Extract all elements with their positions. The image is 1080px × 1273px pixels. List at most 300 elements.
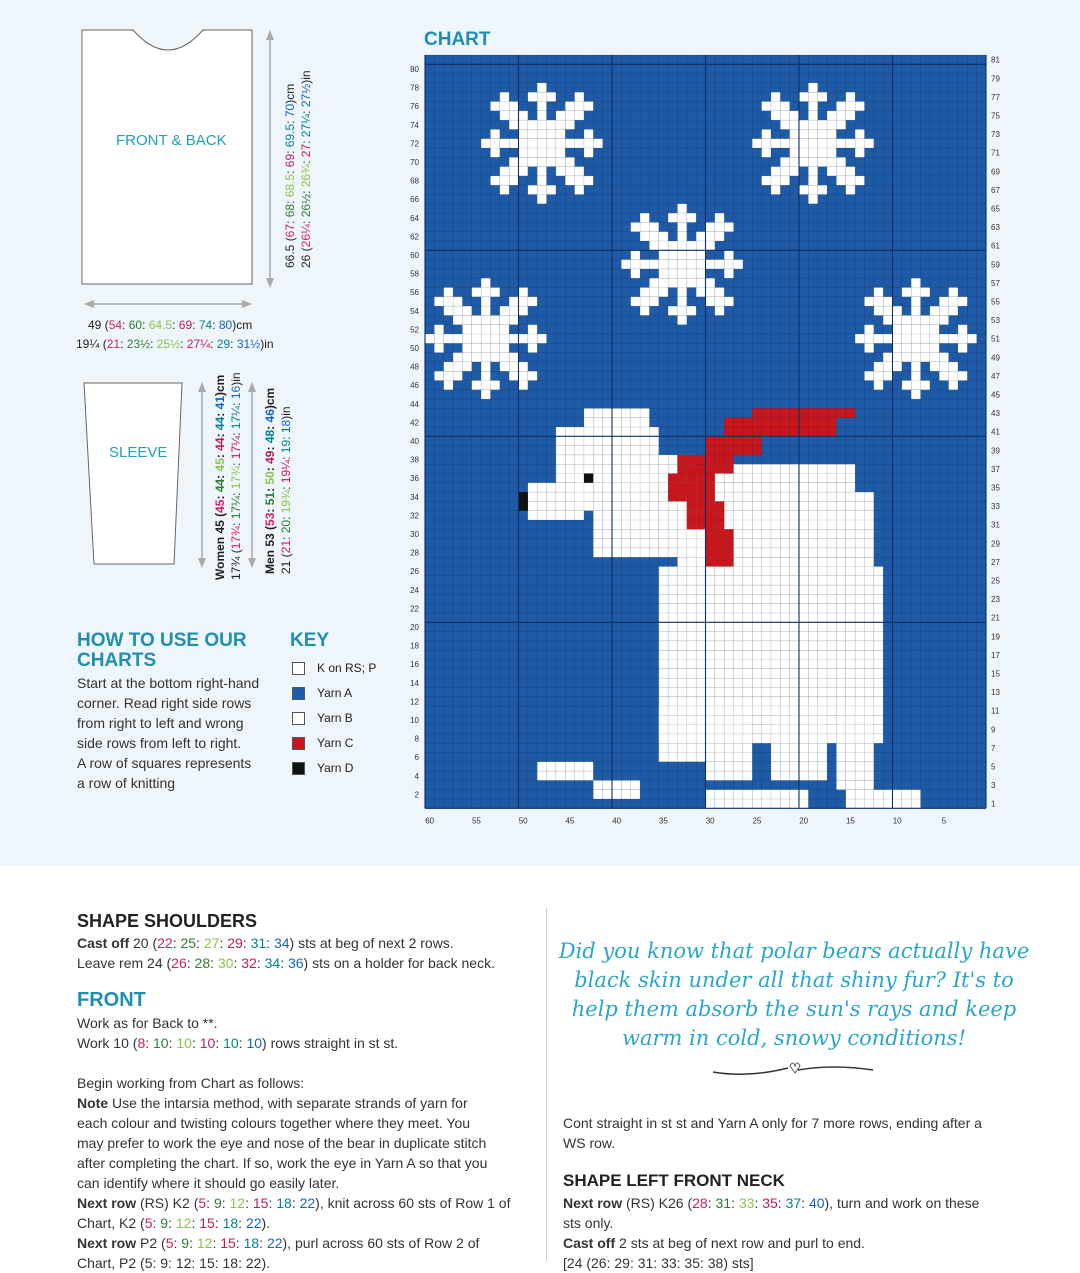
bear-body-stitch	[799, 501, 808, 510]
snowflake-stitch	[509, 167, 518, 176]
bear-ear-stitch	[593, 418, 602, 427]
bear-head-stitch	[640, 501, 649, 510]
bear-body-stitch	[799, 576, 808, 585]
chart-tick-label: 38	[410, 455, 419, 465]
ground-snow-stitch	[855, 799, 864, 808]
bear-body-stitch	[808, 474, 817, 483]
snowflake-stitch	[490, 139, 499, 148]
snowflake-stitch	[584, 139, 593, 148]
bear-head-stitch	[640, 483, 649, 492]
snowflake-stitch	[537, 195, 546, 204]
snowflake-stitch	[836, 139, 845, 148]
bear-body-stitch	[743, 483, 752, 492]
chart-tick-label: 24	[410, 585, 419, 595]
bear-leg-stitch	[780, 734, 789, 743]
snowflake-stitch	[818, 129, 827, 138]
bear-body-stitch	[780, 576, 789, 585]
snowflake-stitch	[444, 362, 453, 371]
bear-body-stitch	[762, 632, 771, 641]
snowflake-stitch	[528, 120, 537, 129]
bear-head-stitch	[565, 455, 574, 464]
bear-body-stitch	[771, 604, 780, 613]
bear-snout-stitch	[537, 492, 546, 501]
ground-snow-stitch	[612, 790, 621, 799]
chart-tick-label: 16	[410, 660, 419, 670]
bear-body-stitch	[827, 594, 836, 603]
snowflake-stitch	[500, 306, 509, 315]
bear-body-stitch	[696, 622, 705, 631]
bear-leg-stitch	[808, 753, 817, 762]
snowflake-stitch	[930, 306, 939, 315]
ground-snow-stitch	[734, 799, 743, 808]
snowflake-stitch	[519, 306, 528, 315]
bear-body-stitch	[855, 604, 864, 613]
bear-leg-stitch	[799, 734, 808, 743]
bear-body-stitch	[827, 501, 836, 510]
bear-body-stitch	[649, 548, 658, 557]
snowflake-stitch	[902, 315, 911, 324]
bear-body-stitch	[855, 613, 864, 622]
bear-body-stitch	[752, 474, 761, 483]
snowflake-stitch	[462, 315, 471, 324]
snowflake-stitch	[864, 343, 873, 352]
bear-body-stitch	[762, 604, 771, 613]
bear-body-stitch	[771, 594, 780, 603]
snowflake-stitch	[846, 176, 855, 185]
bear-body-stitch	[855, 529, 864, 538]
scarf-stitch	[668, 483, 677, 492]
bear-body-stitch	[696, 594, 705, 603]
bear-snout-stitch	[528, 492, 537, 501]
bear-body-stitch	[808, 660, 817, 669]
bear-body-stitch	[827, 706, 836, 715]
chart-tick-label: 27	[991, 557, 1000, 567]
snowflake-stitch	[855, 176, 864, 185]
snowflake-stitch	[584, 148, 593, 157]
bear-leg-stitch	[855, 706, 864, 715]
bear-leg-stitch	[724, 743, 733, 752]
bear-body-stitch	[771, 660, 780, 669]
front-title: FRONT	[77, 989, 146, 1011]
bear-body-stitch	[836, 557, 845, 566]
chart-tick-label: 11	[991, 706, 1000, 716]
bear-body-stitch	[836, 585, 845, 594]
snowflake-stitch	[771, 111, 780, 120]
snowflake-stitch	[528, 92, 537, 101]
chart-tick-label: 44	[410, 399, 419, 409]
snowflake-stitch	[528, 325, 537, 334]
bear-body-stitch	[790, 687, 799, 696]
bear-leg-stitch	[790, 743, 799, 752]
bear-body-stitch	[864, 594, 873, 603]
snowflake-stitch	[453, 362, 462, 371]
chart-tick-label: 79	[991, 74, 1000, 84]
bear-body-stitch	[827, 474, 836, 483]
bear-body-stitch	[808, 557, 817, 566]
snowflake-stitch	[808, 129, 817, 138]
bear-head-stitch	[649, 464, 658, 473]
bear-body-stitch	[640, 548, 649, 557]
chart-tick-label: 45	[565, 816, 575, 826]
bear-body-stitch	[696, 650, 705, 659]
snowflake-stitch	[509, 334, 518, 343]
chart-tick-label: 5	[941, 816, 947, 826]
snowflake-stitch	[593, 139, 602, 148]
snowflake-stitch	[874, 334, 883, 343]
snowflake-stitch	[958, 343, 967, 352]
bear-body-stitch	[799, 548, 808, 557]
bear-body-stitch	[864, 669, 873, 678]
bear-leg-stitch	[677, 706, 686, 715]
snowflake-stitch	[500, 343, 509, 352]
snowflake-stitch	[930, 315, 939, 324]
chart-tick-label: 49	[991, 353, 1000, 363]
snowflake-stitch	[864, 297, 873, 306]
shape-shoulders-text: Cast off 20 (22: 25: 27: 29: 31: 34) sts at beg of next 2 rows. Leave rem 24 (26: 28: 30: 32: 34: 36) sts on a holder for back neck.	[77, 935, 495, 971]
snowflake-stitch	[677, 241, 686, 250]
scarf-stitch	[706, 548, 715, 557]
bear-body-stitch	[799, 483, 808, 492]
bear-body-stitch	[836, 622, 845, 631]
bear-head-stitch	[640, 464, 649, 473]
bear-body-stitch	[762, 492, 771, 501]
bear-leg-stitch	[808, 734, 817, 743]
bear-leg-stitch	[715, 762, 724, 771]
how-to-title: HOW TO USE OUR CHARTS	[77, 630, 247, 671]
bear-leg-stitch	[808, 771, 817, 780]
chart-tick-label: 4	[414, 771, 419, 781]
bear-body-stitch	[752, 464, 761, 473]
snowflake-stitch	[547, 148, 556, 157]
bear-body-stitch	[687, 529, 696, 538]
chart-tick-label: 77	[991, 92, 1000, 102]
chart-tick-label: 2	[414, 790, 419, 800]
bear-leg-stitch	[771, 762, 780, 771]
bear-leg-stitch	[836, 753, 845, 762]
scarf-stitch	[706, 492, 715, 501]
bear-leg-stitch	[668, 743, 677, 752]
bear-body-stitch	[696, 687, 705, 696]
bear-body-stitch	[706, 660, 715, 669]
bear-head-stitch	[621, 427, 630, 436]
chart-tick-label: 68	[410, 176, 419, 186]
scarf-stitch	[724, 464, 733, 473]
bear-body-stitch	[762, 650, 771, 659]
bear-leg-stitch	[808, 725, 817, 734]
bear-leg-stitch	[846, 743, 855, 752]
snowflake-stitch	[472, 353, 481, 362]
bear-head-stitch	[631, 446, 640, 455]
bear-leg-stitch	[677, 753, 686, 762]
bear-body-stitch	[771, 576, 780, 585]
chart-tick-label: 32	[410, 511, 419, 521]
bear-body-stitch	[752, 585, 761, 594]
bear-body-stitch	[677, 539, 686, 548]
scarf-stitch	[799, 418, 808, 427]
snowflake-stitch	[528, 129, 537, 138]
bear-body-stitch	[659, 669, 668, 678]
bear-body-stitch	[855, 585, 864, 594]
bear-head-stitch	[565, 474, 574, 483]
bear-leg-stitch	[706, 762, 715, 771]
snowflake-stitch	[836, 120, 845, 129]
chart-tick-label: 25	[752, 816, 762, 826]
snowflake-stitch	[509, 120, 518, 129]
bear-head-stitch	[631, 464, 640, 473]
bear-body-stitch	[818, 464, 827, 473]
chart-tick-label: 75	[991, 111, 1000, 121]
snowflake-stitch	[537, 83, 546, 92]
bear-head-stitch	[565, 446, 574, 455]
snowflake-stitch	[481, 315, 490, 324]
scarf-stitch	[724, 539, 733, 548]
snowflake-stitch	[911, 315, 920, 324]
snowflake-stitch	[808, 92, 817, 101]
bear-snout-stitch	[528, 483, 537, 492]
bear-head-stitch	[603, 474, 612, 483]
bear-body-stitch	[864, 557, 873, 566]
bear-ear-stitch	[584, 408, 593, 417]
bear-body-stitch	[846, 548, 855, 557]
bear-leg-stitch	[724, 715, 733, 724]
bear-body-stitch	[593, 539, 602, 548]
snowflake-stitch	[846, 92, 855, 101]
bear-body-stitch	[818, 474, 827, 483]
snowflake-stitch	[818, 157, 827, 166]
snowflake-stitch	[715, 306, 724, 315]
bear-leg-stitch	[706, 743, 715, 752]
bear-snout-stitch	[528, 501, 537, 510]
bear-head-stitch	[593, 464, 602, 473]
bear-head-stitch	[584, 455, 593, 464]
bear-body-stitch	[659, 660, 668, 669]
bear-body-stitch	[780, 548, 789, 557]
snowflake-stitch	[939, 306, 948, 315]
bear-leg-stitch	[743, 715, 752, 724]
bear-body-stitch	[836, 529, 845, 538]
ground-snow-stitch	[575, 762, 584, 771]
ground-snow-stitch	[864, 799, 873, 808]
snowflake-stitch	[930, 353, 939, 362]
ground-snow-stitch	[612, 780, 621, 789]
sleeve-women-cm: Women 45 (45: 44: 45: 44: 44: 41)cm	[213, 374, 227, 580]
bear-body-stitch	[808, 669, 817, 678]
bear-body-stitch	[818, 529, 827, 538]
chart-tick-label: 5	[991, 762, 996, 772]
bear-body-stitch	[752, 501, 761, 510]
snowflake-stitch	[621, 260, 630, 269]
ground-snow-stitch	[799, 799, 808, 808]
snowflake-stitch	[846, 111, 855, 120]
snowflake-stitch	[911, 306, 920, 315]
key-label: Yarn C	[317, 736, 354, 750]
scarf-stitch	[734, 427, 743, 436]
bear-leg-stitch	[790, 771, 799, 780]
snowflake-stitch	[808, 83, 817, 92]
bear-body-stitch	[687, 594, 696, 603]
bear-body-stitch	[818, 511, 827, 520]
scarf-stitch	[687, 464, 696, 473]
bear-body-stitch	[687, 548, 696, 557]
snowflake-stitch	[519, 129, 528, 138]
bear-head-stitch	[640, 492, 649, 501]
bear-body-stitch	[715, 492, 724, 501]
bear-body-stitch	[743, 474, 752, 483]
bear-body-stitch	[743, 669, 752, 678]
bear-body-stitch	[818, 594, 827, 603]
bear-leg-stitch	[743, 743, 752, 752]
scarf-stitch	[724, 529, 733, 538]
key-label: Yarn B	[317, 711, 353, 725]
bear-body-stitch	[752, 520, 761, 529]
snowflake-stitch	[836, 157, 845, 166]
bear-body-stitch	[649, 539, 658, 548]
snowflake-stitch	[762, 129, 771, 138]
snowflake-stitch	[556, 157, 565, 166]
snowflake-stitch	[519, 148, 528, 157]
snowflake-stitch	[509, 176, 518, 185]
bear-body-stitch	[762, 585, 771, 594]
ground-snow-stitch	[575, 771, 584, 780]
bear-body-stitch	[668, 669, 677, 678]
chart-tick-label: 67	[991, 185, 1000, 195]
bear-body-stitch	[808, 529, 817, 538]
bear-head-stitch	[584, 446, 593, 455]
bear-body-stitch	[752, 660, 761, 669]
chart-tick-label: 7	[991, 743, 996, 753]
chart-tick-label: 21	[991, 613, 1000, 623]
snowflake-stitch	[790, 148, 799, 157]
bear-body-stitch	[818, 492, 827, 501]
bear-body-stitch	[864, 548, 873, 557]
snowflake-stitch	[481, 325, 490, 334]
front-back-height-in: 26 (26¼: 26½: 26¾: 27: 27¼: 27½)in	[299, 70, 313, 268]
bear-body-stitch	[818, 622, 827, 631]
bear-leg-stitch	[864, 753, 873, 762]
bear-body-stitch	[677, 632, 686, 641]
snowflake-stitch	[677, 306, 686, 315]
bear-body-stitch	[649, 520, 658, 529]
bear-body-stitch	[818, 678, 827, 687]
chart-tick-label: 60	[425, 816, 435, 826]
bear-head-stitch	[631, 436, 640, 445]
chart-tick-label: 3	[991, 781, 996, 791]
snowflake-stitch	[575, 176, 584, 185]
bear-leg-stitch	[771, 715, 780, 724]
bear-body-stitch	[780, 641, 789, 650]
bear-body-stitch	[846, 483, 855, 492]
bear-body-stitch	[743, 650, 752, 659]
bear-body-stitch	[668, 678, 677, 687]
bear-body-stitch	[808, 501, 817, 510]
bear-body-stitch	[677, 660, 686, 669]
snowflake-stitch	[509, 139, 518, 148]
snowflake-stitch	[911, 334, 920, 343]
bear-body-stitch	[808, 632, 817, 641]
bear-body-stitch	[855, 594, 864, 603]
bear-leg-stitch	[687, 753, 696, 762]
snowflake-stitch	[462, 362, 471, 371]
bear-nose-stitch	[519, 501, 528, 510]
snowflake-stitch	[790, 157, 799, 166]
bear-body-stitch	[724, 697, 733, 706]
chart-tick-label: 78	[410, 83, 419, 93]
bear-body-stitch	[790, 511, 799, 520]
bear-body-stitch	[808, 492, 817, 501]
bear-body-stitch	[836, 632, 845, 641]
bear-body-stitch	[743, 594, 752, 603]
bear-body-stitch	[752, 641, 761, 650]
chart-tick-label: 69	[991, 167, 1000, 177]
snowflake-stitch	[939, 353, 948, 362]
bear-body-stitch	[827, 520, 836, 529]
scarf-stitch	[724, 548, 733, 557]
bear-leg-stitch	[818, 725, 827, 734]
snowflake-stitch	[696, 260, 705, 269]
bear-body-stitch	[808, 548, 817, 557]
chart-tick-label: 15	[991, 669, 1000, 679]
bear-body-stitch	[818, 641, 827, 650]
snowflake-stitch	[677, 204, 686, 213]
bear-body-stitch	[827, 464, 836, 473]
bear-head-stitch	[603, 492, 612, 501]
bear-snout-stitch	[537, 501, 546, 510]
ground-snow-stitch	[883, 790, 892, 799]
bear-body-stitch	[827, 715, 836, 724]
chart-tick-label: 55	[471, 816, 481, 826]
bear-body-stitch	[818, 539, 827, 548]
snowflake-stitch	[519, 371, 528, 380]
snowflake-stitch	[500, 334, 509, 343]
bear-body-stitch	[696, 632, 705, 641]
bear-body-stitch	[771, 613, 780, 622]
scarf-stitch	[743, 418, 752, 427]
snowflake-stitch	[519, 139, 528, 148]
bear-body-stitch	[743, 576, 752, 585]
bear-body-stitch	[836, 613, 845, 622]
bear-head-stitch	[612, 455, 621, 464]
bear-body-stitch	[743, 697, 752, 706]
bear-body-stitch	[743, 529, 752, 538]
snowflake-stitch	[547, 129, 556, 138]
snowflake-stitch	[509, 315, 518, 324]
snowflake-stitch	[537, 157, 546, 166]
snowflake-stitch	[930, 343, 939, 352]
scarf-stitch	[677, 455, 686, 464]
snowflake-stitch	[949, 334, 958, 343]
scarf-stitch	[696, 464, 705, 473]
bear-body-stitch	[696, 529, 705, 538]
chart-tick-label: 15	[845, 816, 855, 826]
bear-leg-stitch	[799, 725, 808, 734]
bear-leg-stitch	[799, 771, 808, 780]
chart-tick-label: 40	[612, 816, 622, 826]
snowflake-stitch	[481, 371, 490, 380]
bear-body-stitch	[715, 669, 724, 678]
bear-body-stitch	[762, 567, 771, 576]
ground-snow-stitch	[911, 790, 920, 799]
bear-body-stitch	[631, 539, 640, 548]
bear-body-stitch	[743, 557, 752, 566]
bear-body-stitch	[808, 678, 817, 687]
bear-body-stitch	[780, 483, 789, 492]
snowflake-stitch	[519, 334, 528, 343]
bear-leg-stitch	[836, 715, 845, 724]
bear-body-stitch	[762, 641, 771, 650]
bear-body-stitch	[734, 492, 743, 501]
bear-leg-stitch	[818, 706, 827, 715]
bear-snout-stitch	[565, 492, 574, 501]
